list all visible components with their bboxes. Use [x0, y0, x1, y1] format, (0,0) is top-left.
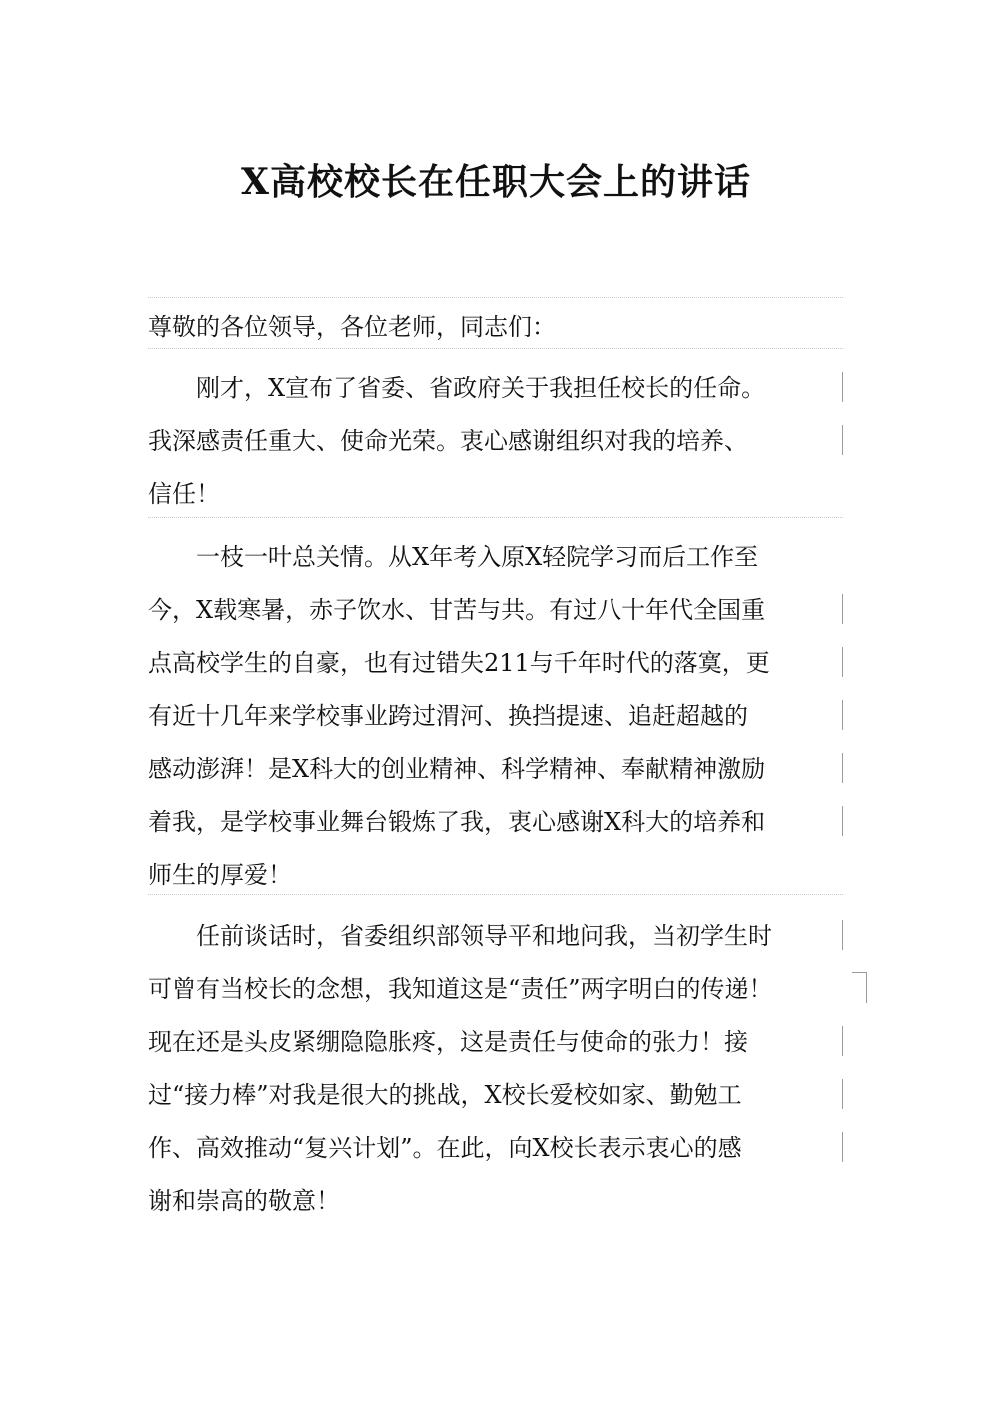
paragraph-divider — [148, 348, 843, 349]
paragraph-line: 师生的厚爱！ — [148, 861, 292, 889]
line-end-mark — [842, 1026, 843, 1056]
line-end-mark — [842, 372, 843, 402]
line-end-mark — [842, 594, 843, 624]
paragraph-line: 谢和崇高的敬意！ — [148, 1187, 340, 1215]
paragraph-line: 今，X载寒暑，赤子饮水、甘苦与共。有过八十年代全国重 — [148, 596, 766, 624]
paragraph-divider — [148, 297, 843, 298]
paragraph-line: 点高校学生的自豪，也有过错失211与千年时代的落寞，更 — [148, 649, 770, 677]
document-title: X高校校长在任职大会上的讲话 — [241, 161, 751, 203]
paragraph-line: 刚才，X宣布了省委、省政府关于我担任校长的任命。 — [148, 374, 766, 402]
paragraph-divider — [148, 894, 843, 895]
paragraph-line: 有近十几年来学校事业跨过渭河、换挡提速、追赶超越的 — [148, 702, 748, 730]
paragraph-line: 着我，是学校事业舞台锻炼了我，衷心感谢X科大的培养和 — [148, 808, 766, 836]
line-end-mark — [842, 753, 843, 783]
line-end-mark — [842, 425, 843, 455]
overflow-bracket-mark — [852, 972, 867, 1003]
paragraph-line: 作、高效推动“复兴计划”。在此，向X校长表示衷心的感 — [148, 1134, 742, 1162]
salutation-text: 尊敬的各位领导，各位老师，同志们： — [148, 313, 556, 341]
line-end-mark — [842, 1079, 843, 1109]
paragraph-line: 一枝一叶总关情。从X年考入原X轻院学习而后工作至 — [148, 543, 759, 571]
paragraph-line: 我深感责任重大、使命光荣。衷心感谢组织对我的培养、 — [148, 427, 748, 455]
paragraph-line: 可曾有当校长的念想，我知道这是“责任”两字明白的传递！ — [148, 975, 773, 1003]
line-end-mark — [842, 700, 843, 730]
paragraph-divider — [148, 517, 843, 518]
paragraph-line: 信任！ — [148, 480, 220, 508]
paragraph-line: 过“接力棒”对我是很大的挑战，X校长爱校如家、勤勉工 — [148, 1081, 742, 1109]
line-end-mark — [842, 647, 843, 677]
paragraph-line: 感动澎湃！是X科大的创业精神、科学精神、奉献精神激励 — [148, 755, 766, 783]
line-end-mark — [842, 920, 843, 950]
paragraph-line: 任前谈话时，省委组织部领导平和地问我，当初学生时 — [148, 922, 772, 950]
line-end-mark — [842, 1132, 843, 1162]
paragraph-line: 现在还是头皮紧绷隐隐胀疼，这是责任与使命的张力！接 — [148, 1028, 748, 1056]
line-end-mark — [842, 806, 843, 836]
